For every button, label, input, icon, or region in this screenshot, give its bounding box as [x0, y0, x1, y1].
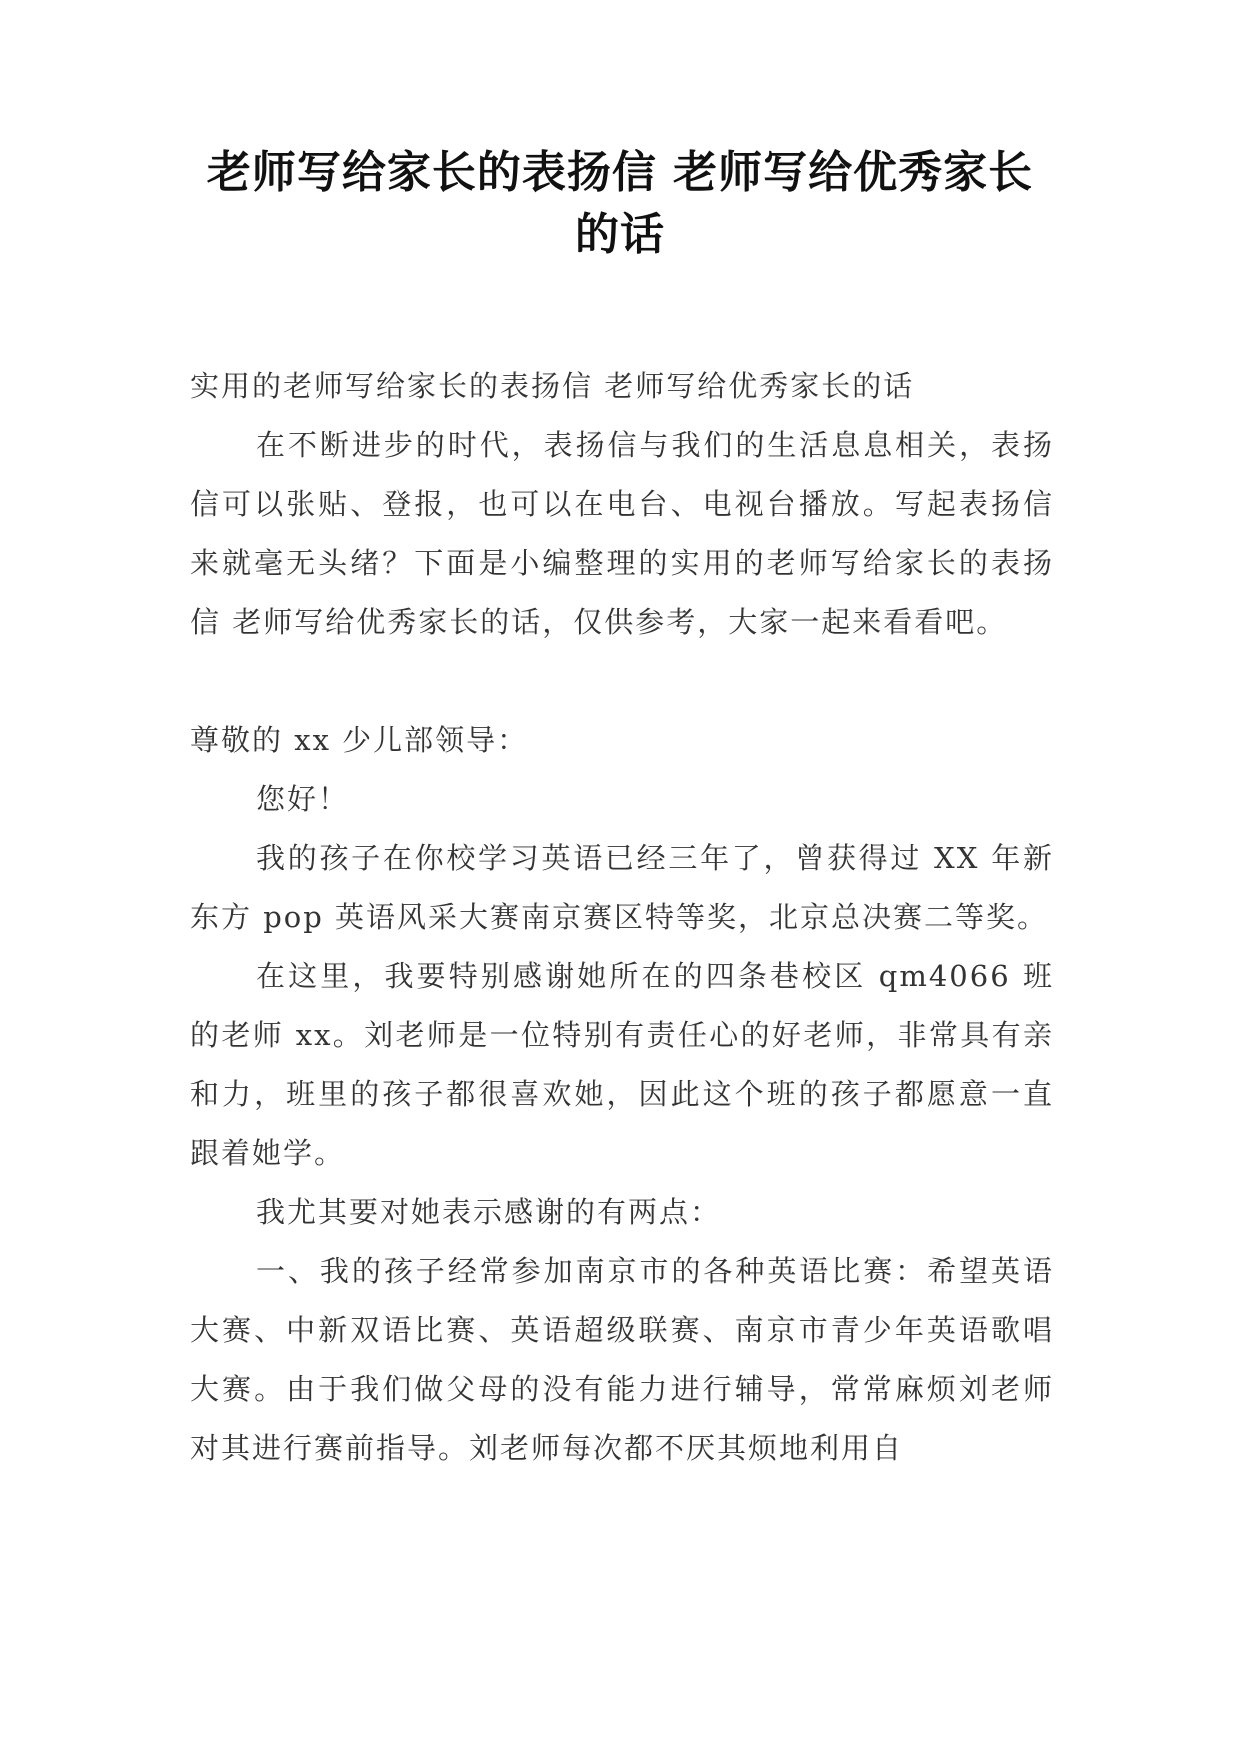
intro-paragraph: 在不断进步的时代，表扬信与我们的生活息息相关，表扬信可以张贴、登报，也可以在电台、电视台播放。写起表扬信来就毫无头绪？下面是小编整理的实用的老师写给家长的表扬信 老师写给优秀家长的话，仅供参考，大家一起来看看吧。 — [190, 428, 1054, 639]
document-title — [180, 142, 1060, 266]
body-paragraph: 一、我的孩子经常参加南京市的各种英语比赛：希望英语大赛、中新双语比赛、英语超级联赛、南京市青少年英语歌唱大赛。由于我们做父母的没有能力进行辅导，常常麻烦刘老师对其进行赛前指导。刘老师每次都不厌其烦地利用自 — [190, 1254, 1054, 1465]
body-paragraph: 我的孩子在你校学习英语已经三年了，曾获得过 XX 年新东方 pop 英语风采大赛南京赛区特等奖，北京总决赛二等奖。 — [190, 841, 1054, 934]
title-line-1: 老师写给家长的表扬信 老师写给优秀家长 — [206, 147, 1034, 198]
body-paragraph: 在这里，我要特别感谢她所在的四条巷校区 qm4066 班的老师 xx。刘老师是一位特别有责任心的好老师，非常具有亲和力，班里的孩子都很喜欢她，因此这个班的孩子都愿意一直跟着她学。 — [190, 959, 1054, 1170]
greeting: 您好！ — [256, 782, 350, 816]
title-line-2: 的话 — [575, 209, 665, 260]
document-body — [190, 357, 1054, 1478]
body-paragraph: 我尤其要对她表示感谢的有两点： — [256, 1195, 722, 1229]
subtitle-paragraph: 实用的老师写给家长的表扬信 老师写给优秀家长的话 — [190, 369, 915, 403]
salutation: 尊敬的 xx 少儿部领导： — [190, 723, 529, 757]
